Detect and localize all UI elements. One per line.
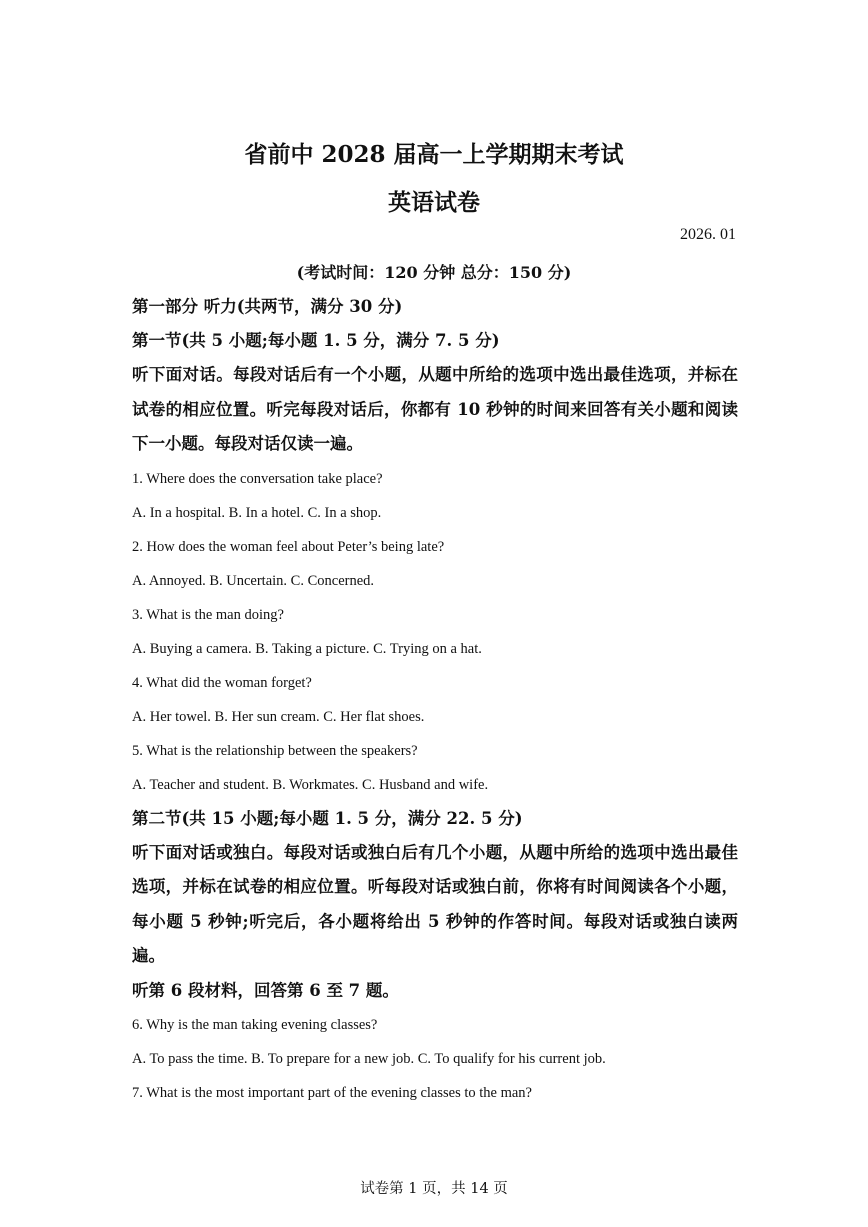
question-4-options: A. Her towel. B. Her sun cream. C. Her flat shoes. [132,708,425,725]
question-1-options: A. In a hospital. B. In a hotel. C. In a shop. [132,504,382,521]
question-3: 3. What is the man doing? [132,606,284,623]
exam-date: 2026. 01 [680,226,736,243]
question-7: 7. What is the most important part of the evening classes to the man? [132,1084,532,1101]
question-5-options: A. Teacher and student. B. Workmates. C. Husband and wife. [132,776,489,793]
exam-subtitle: 英语试卷 [388,189,480,216]
question-1: 1. Where does the conversation take place? [132,470,383,487]
part1-heading: 第一部分 听力(共两节，满分 30 分) [132,297,403,316]
exam-content [132,290,738,1110]
question-4: 4. What did the woman forget? [132,674,312,691]
question-2-options: A. Annoyed. B. Uncertain. C. Concerned. [132,572,375,589]
material-6-heading: 听第 6 段材料，回答第 6 至 7 题。 [132,980,399,1000]
question-2: 2. How does the woman feel about Peter’s being late? [132,538,445,555]
section2-heading: 第二节(共 15 小题;每小题 1. 5 分，满分 22. 5 分) [132,808,523,828]
question-6-options: A. To pass the time. B. To prepare for a new job. C. To qualify for his current job. [132,1050,606,1067]
section1-instructions: 听下面对话。每段对话后有一个小题，从题中所给的选项中选出最佳选项，并标在试卷的相应位置。听完每段对话后，你都有 10 秒钟的时间来回答有关小题和阅读下一小题。每段对话仅读一遍。 [132,365,738,453]
question-5: 5. What is the relationship between the speakers? [132,742,418,759]
section1-heading: 第一节(共 5 小题;每小题 1. 5 分，满分 7. 5 分) [132,331,500,350]
exam-title: 省前中 2028 届高一上学期期末考试 [244,141,624,168]
exam-info: (考试时间：120 分钟 总分：150 分) [296,263,572,282]
question-6: 6. Why is the man taking evening classes? [132,1016,378,1033]
question-3-options: A. Buying a camera. B. Taking a picture. C. Trying on a hat. [132,640,482,657]
page-footer: 试卷第 1 页，共 14 页 [360,1181,508,1197]
section2-instructions: 听下面对话或独白。每段对话或独白后有几个小题，从题中所给的选项中选出最佳选项，并标在试卷的相应位置。听每段对话或独白前，你将有时间阅读各个小题，每小题 5 秒钟;听完后，各小题将给出 5 秒钟的作答时间。每段对话或独白读两遍。 [132,842,738,965]
